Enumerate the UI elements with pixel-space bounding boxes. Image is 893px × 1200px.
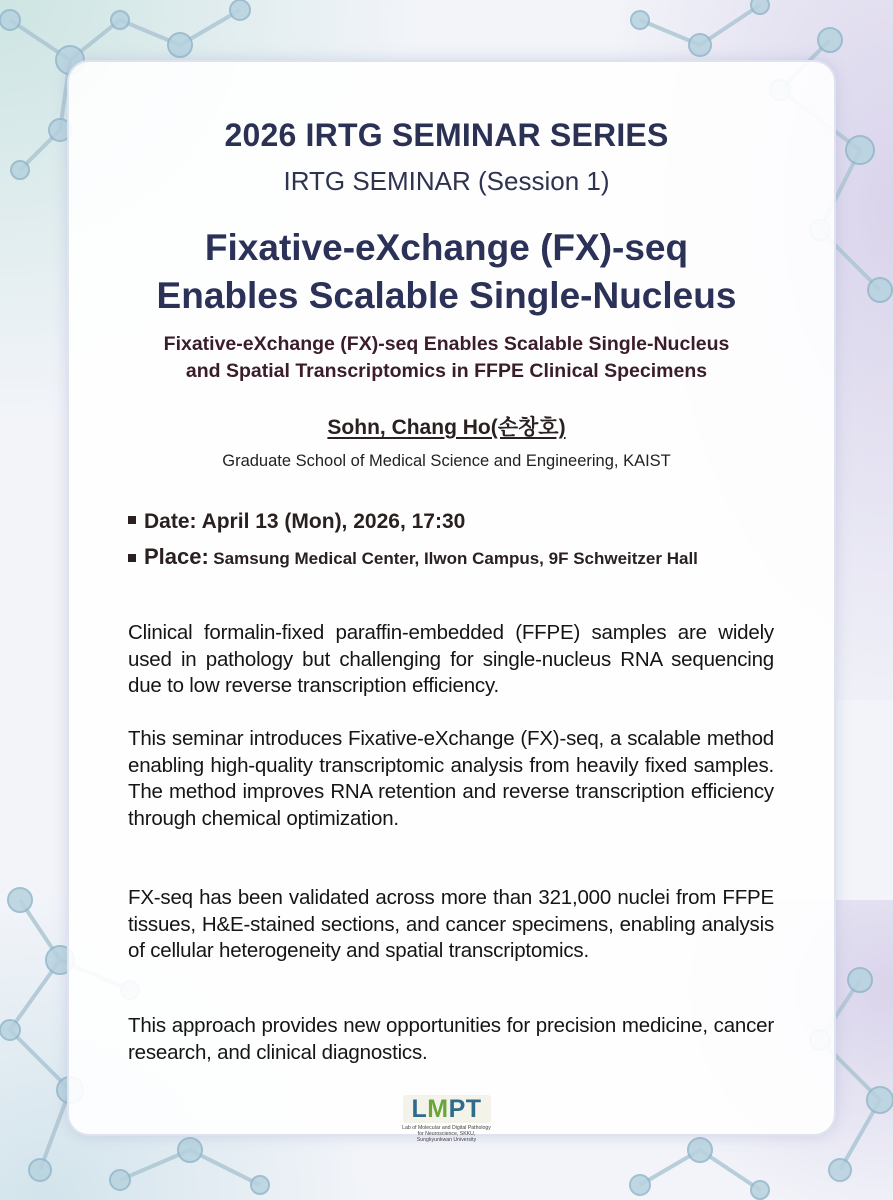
talk-subtitle-line-2: and Spatial Transcriptomics in FFPE Clinical Specimens: [185, 360, 708, 382]
abstract-paragraph-1: Clinical formalin-fixed paraffin-embedded (FFPE) samples are widely used in pathology but challenging for single-nucleus RNA sequencing due to low reverse transcription efficiency.: [128, 621, 774, 697]
speaker-affiliation: Graduate School of Medical Science and Engineering, KAIST: [222, 452, 671, 470]
date-text: Date: April 13 (Mon), 2026, 17:30: [144, 510, 466, 533]
abstract-paragraph-4: This approach provides new opportunities for precision medicine, cancer research, and clinical diagnostics.: [128, 1014, 774, 1064]
talk-subtitle: [0, 331, 893, 385]
place-label: Place:: [144, 544, 209, 569]
date-line: [128, 510, 465, 534]
lab-logo: [400, 1095, 493, 1155]
series-title: 2026 IRTG SEMINAR SERIES: [224, 117, 669, 153]
session-label: IRTG SEMINAR (Session 1): [283, 166, 610, 196]
logo-caption: Lab of Molecular and Digital Pathology for Neuroscience, SKKU, Sungkyunkwan University: [402, 1125, 491, 1143]
place-line: [128, 544, 698, 570]
logo-mark: [403, 1095, 491, 1123]
talk-title-line-2: Enables Scalable Single-Nucleus: [156, 275, 737, 316]
place-value: Samsung Medical Center, Ilwon Campus, 9F Schweitzer Hall: [213, 549, 698, 568]
content-card: [67, 60, 836, 1136]
logo-letters-pt: PT: [448, 1095, 482, 1123]
bullet-icon: [128, 516, 136, 524]
bullet-icon: [128, 554, 136, 562]
talk-title: [0, 224, 893, 320]
talk-title-line-1: Fixative-eXchange (FX)-seq: [204, 227, 689, 268]
abstract-paragraph-3: FX-seq has been validated across more than 321,000 nuclei from FFPE tissues, H&E-stained sections, and cancer specimens, enabling analysis of cellular heterogeneity and spatial transcriptomics.: [128, 886, 774, 962]
speaker-name: Sohn, Chang Ho(손창호): [327, 416, 566, 439]
abstract-paragraph-2: This seminar introduces Fixative-eXchange (FX)-seq, a scalable method enabling high-quality transcriptomic analysis from heavily fixed samples. The method improves RNA retention and reverse transcription efficiency through chemical optimization.: [128, 727, 774, 830]
logo-letter-l: L: [411, 1095, 428, 1123]
speaker: [0, 411, 893, 441]
logo-letter-m: M: [427, 1095, 449, 1123]
talk-subtitle-line-1: Fixative-eXchange (FX)-seq Enables Scalable Single-Nucleus: [163, 333, 730, 355]
